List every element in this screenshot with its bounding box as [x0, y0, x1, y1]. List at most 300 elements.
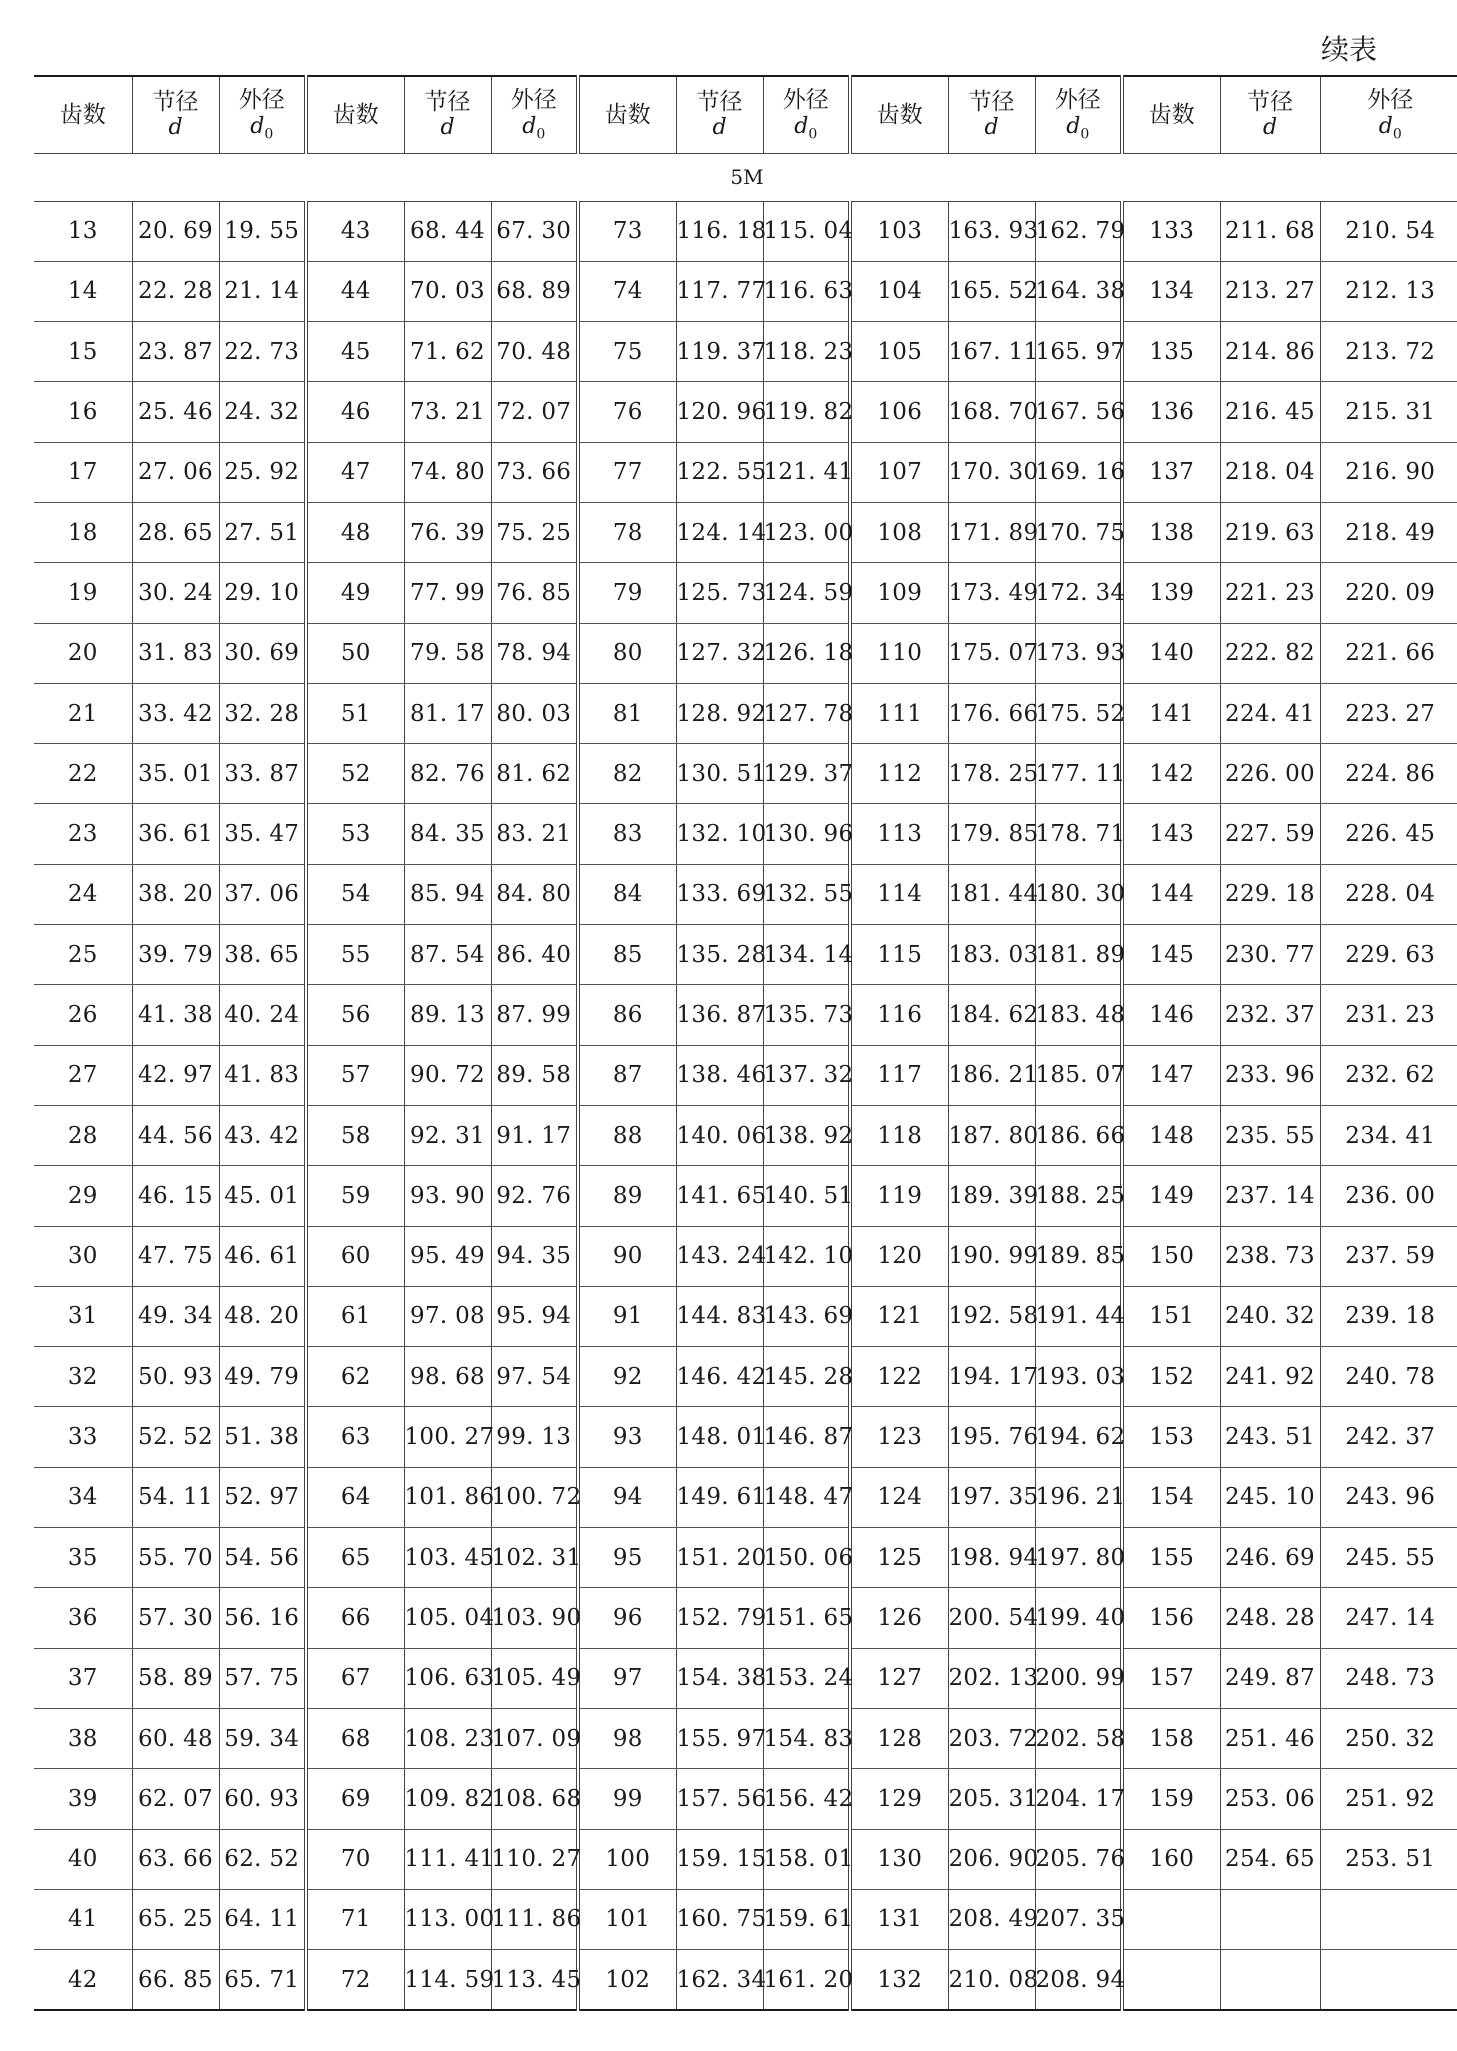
pitch-diameter-cell: 159. 15: [676, 1829, 763, 1889]
table-row: [34, 1648, 1457, 1708]
table-row: [34, 1829, 1457, 1889]
teeth-count-cell: 14: [34, 261, 132, 321]
outer-diameter-cell: 89. 58: [491, 1045, 578, 1105]
outer-diameter-cell: 185. 07: [1035, 1045, 1122, 1105]
outer-diameter-cell: 134. 14: [763, 925, 850, 985]
pitch-diameter-cell: 143. 24: [676, 1226, 763, 1286]
table-row: [34, 261, 1457, 321]
outer-diameter-label: 外径: [238, 87, 285, 114]
outer-diameter-cell: 41. 83: [219, 1045, 306, 1105]
teeth-count-cell: 132: [850, 1950, 948, 2010]
teeth-count-cell: 73: [578, 201, 676, 261]
outer-diameter-cell: 40. 24: [219, 985, 306, 1045]
outer-diameter-cell: 253. 51: [1320, 1829, 1457, 1889]
outer-diameter-cell: 81. 62: [491, 744, 578, 804]
teeth-count-cell: 121: [850, 1286, 948, 1346]
teeth-count-cell: 106: [850, 382, 948, 442]
teeth-count-cell: 75: [578, 322, 676, 382]
outer-diameter-cell: 240. 78: [1320, 1347, 1457, 1407]
pitch-diameter-cell: 237. 14: [1220, 1166, 1320, 1226]
pitch-diameter-header: [676, 76, 763, 153]
outer-diameter-header: [219, 76, 306, 153]
outer-diameter-subscript: 0: [264, 126, 274, 143]
outer-diameter-cell: 189. 85: [1035, 1226, 1122, 1286]
teeth-count-cell: 64: [306, 1467, 404, 1527]
outer-diameter-cell: 108. 68: [491, 1769, 578, 1829]
table-row: [34, 985, 1457, 1045]
teeth-count-cell: 13: [34, 201, 132, 261]
teeth-count-header: [1122, 76, 1220, 153]
pitch-diameter-cell: 175. 07: [948, 623, 1035, 683]
table-row: [34, 1889, 1457, 1949]
outer-diameter-cell: 130. 96: [763, 804, 850, 864]
outer-diameter-cell: 49. 79: [219, 1347, 306, 1407]
outer-diameter-cell: 21. 14: [219, 261, 306, 321]
teeth-count-cell: 110: [850, 623, 948, 683]
teeth-count-cell: 125: [850, 1528, 948, 1588]
outer-diameter-cell: 245. 55: [1320, 1528, 1457, 1588]
outer-diameter-cell: 107. 09: [491, 1708, 578, 1768]
outer-diameter-symbol: d: [250, 113, 265, 139]
pitch-diameter-cell: 76. 39: [404, 502, 491, 562]
outer-diameter-cell: 86. 40: [491, 925, 578, 985]
teeth-count-cell: 23: [34, 804, 132, 864]
pitch-diameter-cell: 120. 96: [676, 382, 763, 442]
outer-diameter-cell: 221. 66: [1320, 623, 1457, 683]
outer-diameter-cell: 132. 55: [763, 864, 850, 924]
pitch-diameter-cell: 49. 34: [132, 1286, 219, 1346]
table-row: [34, 1045, 1457, 1105]
outer-diameter-cell: 123. 00: [763, 502, 850, 562]
teeth-count-cell: 42: [34, 1950, 132, 2010]
pitch-diameter-cell: 39. 79: [132, 925, 219, 985]
outer-diameter-cell: 121. 41: [763, 442, 850, 502]
outer-diameter-cell: 115. 04: [763, 201, 850, 261]
outer-diameter-cell: 70. 48: [491, 322, 578, 382]
pitch-diameter-header: [1220, 76, 1320, 153]
table-row: [34, 925, 1457, 985]
teeth-count-cell: 122: [850, 1347, 948, 1407]
outer-diameter-cell: 232. 62: [1320, 1045, 1457, 1105]
pitch-diameter-cell: 31. 83: [132, 623, 219, 683]
outer-diameter-cell: 243. 96: [1320, 1467, 1457, 1527]
teeth-count-cell: 33: [34, 1407, 132, 1467]
outer-diameter-cell: 27. 51: [219, 502, 306, 562]
outer-diameter-cell: 30. 69: [219, 623, 306, 683]
teeth-count-cell: 40: [34, 1829, 132, 1889]
table-row: [34, 1769, 1457, 1829]
outer-diameter-cell: 91. 17: [491, 1105, 578, 1165]
teeth-count-cell: 61: [306, 1286, 404, 1346]
outer-diameter-cell: 124. 59: [763, 563, 850, 623]
belt-pulley-dimension-table: [34, 75, 1457, 2011]
outer-diameter-cell: 197. 80: [1035, 1528, 1122, 1588]
pitch-diameter-cell: 128. 92: [676, 683, 763, 743]
outer-diameter-cell: 52. 97: [219, 1467, 306, 1527]
outer-diameter-cell: 208. 94: [1035, 1950, 1122, 2010]
pitch-diameter-cell: 84. 35: [404, 804, 491, 864]
teeth-count-cell: [1122, 1889, 1220, 1949]
teeth-count-cell: 143: [1122, 804, 1220, 864]
pitch-diameter-symbol: d: [984, 115, 999, 141]
teeth-count-cell: 74: [578, 261, 676, 321]
teeth-count-cell: 19: [34, 563, 132, 623]
pitch-diameter-cell: 89. 13: [404, 985, 491, 1045]
pitch-diameter-cell: 52. 52: [132, 1407, 219, 1467]
outer-diameter-header: [491, 76, 578, 153]
pitch-diameter-header: [404, 76, 491, 153]
teeth-count-label: 齿数: [59, 101, 106, 128]
teeth-count-cell: 37: [34, 1648, 132, 1708]
outer-diameter-cell: 54. 56: [219, 1528, 306, 1588]
outer-diameter-cell: 207. 35: [1035, 1889, 1122, 1949]
teeth-count-cell: 59: [306, 1166, 404, 1226]
header-row: [34, 76, 1457, 153]
outer-diameter-cell: 67. 30: [491, 201, 578, 261]
teeth-count-cell: 149: [1122, 1166, 1220, 1226]
teeth-count-cell: 154: [1122, 1467, 1220, 1527]
pitch-diameter-cell: 54. 11: [132, 1467, 219, 1527]
pitch-diameter-cell: 73. 21: [404, 382, 491, 442]
outer-diameter-cell: [1320, 1950, 1457, 2010]
outer-diameter-cell: 226. 45: [1320, 804, 1457, 864]
teeth-count-cell: 27: [34, 1045, 132, 1105]
pitch-diameter-cell: 62. 07: [132, 1769, 219, 1829]
pitch-diameter-cell: 165. 52: [948, 261, 1035, 321]
pitch-diameter-cell: 105. 04: [404, 1588, 491, 1648]
teeth-count-cell: 34: [34, 1467, 132, 1527]
teeth-count-cell: 119: [850, 1166, 948, 1226]
teeth-count-cell: 80: [578, 623, 676, 683]
outer-diameter-cell: 135. 73: [763, 985, 850, 1045]
table-row: [34, 623, 1457, 683]
outer-diameter-cell: 202. 58: [1035, 1708, 1122, 1768]
outer-diameter-cell: [1320, 1889, 1457, 1949]
pitch-diameter-cell: 152. 79: [676, 1588, 763, 1648]
pitch-diameter-cell: 248. 28: [1220, 1588, 1320, 1648]
outer-diameter-cell: 72. 07: [491, 382, 578, 442]
pitch-diameter-cell: 190. 99: [948, 1226, 1035, 1286]
teeth-count-cell: 117: [850, 1045, 948, 1105]
teeth-count-cell: 26: [34, 985, 132, 1045]
pitch-diameter-cell: 36. 61: [132, 804, 219, 864]
pitch-diameter-symbol: d: [168, 115, 183, 141]
outer-diameter-cell: 251. 92: [1320, 1769, 1457, 1829]
outer-diameter-cell: 247. 14: [1320, 1588, 1457, 1648]
pitch-diameter-cell: 203. 72: [948, 1708, 1035, 1768]
table-row: [34, 1226, 1457, 1286]
outer-diameter-cell: 62. 52: [219, 1829, 306, 1889]
teeth-count-cell: 159: [1122, 1769, 1220, 1829]
outer-diameter-cell: 169. 16: [1035, 442, 1122, 502]
teeth-count-cell: 139: [1122, 563, 1220, 623]
outer-diameter-cell: 56. 16: [219, 1588, 306, 1648]
outer-diameter-cell: 51. 38: [219, 1407, 306, 1467]
outer-diameter-cell: 38. 65: [219, 925, 306, 985]
teeth-count-cell: 66: [306, 1588, 404, 1648]
table-row: [34, 322, 1457, 382]
pitch-diameter-cell: [1220, 1950, 1320, 2010]
outer-diameter-cell: 228. 04: [1320, 864, 1457, 924]
teeth-count-cell: 120: [850, 1226, 948, 1286]
teeth-count-cell: 86: [578, 985, 676, 1045]
pitch-diameter-cell: 229. 18: [1220, 864, 1320, 924]
teeth-count-cell: 79: [578, 563, 676, 623]
outer-diameter-cell: 153. 24: [763, 1648, 850, 1708]
outer-diameter-cell: 239. 18: [1320, 1286, 1457, 1346]
outer-diameter-cell: 218. 49: [1320, 502, 1457, 562]
teeth-count-cell: 130: [850, 1829, 948, 1889]
pitch-diameter-cell: 208. 49: [948, 1889, 1035, 1949]
outer-diameter-header: [1035, 76, 1122, 153]
teeth-count-cell: 16: [34, 382, 132, 442]
outer-diameter-cell: 116. 63: [763, 261, 850, 321]
pitch-diameter-cell: 71. 62: [404, 322, 491, 382]
teeth-count-cell: 17: [34, 442, 132, 502]
table-row: [34, 683, 1457, 743]
outer-diameter-cell: 103. 90: [491, 1588, 578, 1648]
outer-diameter-cell: 151. 65: [763, 1588, 850, 1648]
outer-diameter-cell: 150. 06: [763, 1528, 850, 1588]
pitch-diameter-cell: 179. 85: [948, 804, 1035, 864]
outer-diameter-cell: 59. 34: [219, 1708, 306, 1768]
pitch-diameter-cell: 38. 20: [132, 864, 219, 924]
teeth-count-cell: 28: [34, 1105, 132, 1165]
teeth-count-cell: 78: [578, 502, 676, 562]
outer-diameter-cell: 188. 25: [1035, 1166, 1122, 1226]
teeth-count-cell: 95: [578, 1528, 676, 1588]
teeth-count-cell: 136: [1122, 382, 1220, 442]
pitch-diameter-cell: 254. 65: [1220, 1829, 1320, 1889]
outer-diameter-cell: 237. 59: [1320, 1226, 1457, 1286]
pitch-diameter-cell: 127. 32: [676, 623, 763, 683]
outer-diameter-cell: 170. 75: [1035, 502, 1122, 562]
teeth-count-cell: 150: [1122, 1226, 1220, 1286]
outer-diameter-cell: 180. 30: [1035, 864, 1122, 924]
section-label: 5M: [34, 153, 1457, 201]
outer-diameter-cell: 33. 87: [219, 744, 306, 804]
teeth-count-cell: 58: [306, 1105, 404, 1165]
pitch-diameter-cell: 103. 45: [404, 1528, 491, 1588]
pitch-diameter-cell: 55. 70: [132, 1528, 219, 1588]
pitch-diameter-cell: 141. 65: [676, 1166, 763, 1226]
teeth-count-header: [34, 76, 132, 153]
pitch-diameter-cell: 197. 35: [948, 1467, 1035, 1527]
teeth-count-cell: 157: [1122, 1648, 1220, 1708]
pitch-diameter-header: [132, 76, 219, 153]
teeth-count-cell: 124: [850, 1467, 948, 1527]
pitch-diameter-cell: 130. 51: [676, 744, 763, 804]
pitch-diameter-cell: 151. 20: [676, 1528, 763, 1588]
teeth-count-cell: 38: [34, 1708, 132, 1768]
pitch-diameter-cell: 230. 77: [1220, 925, 1320, 985]
pitch-diameter-cell: 41. 38: [132, 985, 219, 1045]
outer-diameter-cell: 29. 10: [219, 563, 306, 623]
teeth-count-cell: 142: [1122, 744, 1220, 804]
teeth-count-label: 齿数: [332, 101, 379, 128]
teeth-count-cell: 102: [578, 1950, 676, 2010]
pitch-diameter-header: [948, 76, 1035, 153]
pitch-diameter-cell: 168. 70: [948, 382, 1035, 442]
pitch-diameter-cell: 167. 11: [948, 322, 1035, 382]
outer-diameter-cell: 83. 21: [491, 804, 578, 864]
outer-diameter-cell: 161. 20: [763, 1950, 850, 2010]
pitch-diameter-cell: 125. 73: [676, 563, 763, 623]
teeth-count-cell: 88: [578, 1105, 676, 1165]
teeth-count-cell: 41: [34, 1889, 132, 1949]
teeth-count-header: [306, 76, 404, 153]
pitch-diameter-cell: 176. 66: [948, 683, 1035, 743]
table-row: [34, 382, 1457, 442]
teeth-count-cell: 147: [1122, 1045, 1220, 1105]
pitch-diameter-cell: 23. 87: [132, 322, 219, 382]
teeth-count-cell: 47: [306, 442, 404, 502]
outer-diameter-cell: 19. 55: [219, 201, 306, 261]
outer-diameter-subscript: 0: [1080, 126, 1090, 143]
teeth-count-cell: 141: [1122, 683, 1220, 743]
pitch-diameter-cell: 82. 76: [404, 744, 491, 804]
pitch-diameter-cell: 60. 48: [132, 1708, 219, 1768]
teeth-count-cell: 52: [306, 744, 404, 804]
pitch-diameter-cell: 90. 72: [404, 1045, 491, 1105]
pitch-diameter-cell: 210. 08: [948, 1950, 1035, 2010]
pitch-diameter-cell: 81. 17: [404, 683, 491, 743]
teeth-count-cell: 160: [1122, 1829, 1220, 1889]
pitch-diameter-label: 节径: [152, 88, 199, 115]
outer-diameter-cell: 140. 51: [763, 1166, 850, 1226]
pitch-diameter-cell: 22. 28: [132, 261, 219, 321]
pitch-diameter-cell: 194. 17: [948, 1347, 1035, 1407]
pitch-diameter-cell: 109. 82: [404, 1769, 491, 1829]
teeth-count-cell: 35: [34, 1528, 132, 1588]
pitch-diameter-cell: 232. 37: [1220, 985, 1320, 1045]
pitch-diameter-cell: 221. 23: [1220, 563, 1320, 623]
teeth-count-cell: 137: [1122, 442, 1220, 502]
pitch-diameter-cell: 249. 87: [1220, 1648, 1320, 1708]
table-row: [34, 1708, 1457, 1768]
pitch-diameter-label: 节径: [696, 88, 743, 115]
outer-diameter-cell: 231. 23: [1320, 985, 1457, 1045]
pitch-diameter-cell: [1220, 1889, 1320, 1949]
teeth-count-cell: 134: [1122, 261, 1220, 321]
outer-diameter-cell: 186. 66: [1035, 1105, 1122, 1165]
outer-diameter-subscript: 0: [536, 126, 546, 143]
teeth-count-cell: 43: [306, 201, 404, 261]
teeth-count-cell: 71: [306, 1889, 404, 1949]
teeth-count-cell: 85: [578, 925, 676, 985]
teeth-count-cell: 68: [306, 1708, 404, 1768]
teeth-count-cell: 91: [578, 1286, 676, 1346]
teeth-count-cell: 108: [850, 502, 948, 562]
teeth-count-cell: 55: [306, 925, 404, 985]
pitch-diameter-cell: 251. 46: [1220, 1708, 1320, 1768]
table-row: [34, 804, 1457, 864]
outer-diameter-cell: 92. 76: [491, 1166, 578, 1226]
teeth-count-cell: 145: [1122, 925, 1220, 985]
pitch-diameter-cell: 226. 00: [1220, 744, 1320, 804]
pitch-diameter-cell: 163. 93: [948, 201, 1035, 261]
outer-diameter-cell: 32. 28: [219, 683, 306, 743]
outer-diameter-cell: 22. 73: [219, 322, 306, 382]
outer-diameter-cell: 173. 93: [1035, 623, 1122, 683]
outer-diameter-cell: 224. 86: [1320, 744, 1457, 804]
continued-table-caption: 续表: [1320, 33, 1377, 66]
pitch-diameter-cell: 35. 01: [132, 744, 219, 804]
pitch-diameter-cell: 98. 68: [404, 1347, 491, 1407]
pitch-diameter-cell: 100. 27: [404, 1407, 491, 1467]
outer-diameter-label: 外径: [1367, 87, 1414, 114]
outer-diameter-cell: 87. 99: [491, 985, 578, 1045]
teeth-count-cell: 115: [850, 925, 948, 985]
teeth-count-cell: 70: [306, 1829, 404, 1889]
table-row: [34, 1950, 1457, 2010]
pitch-diameter-cell: 57. 30: [132, 1588, 219, 1648]
section-row: [34, 153, 1457, 201]
table-row: [34, 1286, 1457, 1346]
outer-diameter-cell: 138. 92: [763, 1105, 850, 1165]
pitch-diameter-cell: 47. 75: [132, 1226, 219, 1286]
teeth-count-cell: 15: [34, 322, 132, 382]
outer-diameter-cell: 143. 69: [763, 1286, 850, 1346]
outer-diameter-cell: 213. 72: [1320, 322, 1457, 382]
teeth-count-cell: 48: [306, 502, 404, 562]
outer-diameter-cell: 156. 42: [763, 1769, 850, 1829]
outer-diameter-cell: 65. 71: [219, 1950, 306, 2010]
teeth-count-cell: 155: [1122, 1528, 1220, 1588]
teeth-count-cell: 140: [1122, 623, 1220, 683]
outer-diameter-cell: 35. 47: [219, 804, 306, 864]
teeth-count-cell: 67: [306, 1648, 404, 1708]
outer-diameter-cell: 95. 94: [491, 1286, 578, 1346]
teeth-count-cell: 118: [850, 1105, 948, 1165]
teeth-count-cell: 94: [578, 1467, 676, 1527]
outer-diameter-cell: 48. 20: [219, 1286, 306, 1346]
teeth-count-cell: 56: [306, 985, 404, 1045]
pitch-diameter-cell: 214. 86: [1220, 322, 1320, 382]
teeth-count-cell: 30: [34, 1226, 132, 1286]
pitch-diameter-cell: 25. 46: [132, 382, 219, 442]
outer-diameter-cell: 248. 73: [1320, 1648, 1457, 1708]
outer-diameter-cell: 127. 78: [763, 683, 850, 743]
outer-diameter-cell: 145. 28: [763, 1347, 850, 1407]
pitch-diameter-cell: 87. 54: [404, 925, 491, 985]
outer-diameter-cell: 78. 94: [491, 623, 578, 683]
outer-diameter-cell: 200. 99: [1035, 1648, 1122, 1708]
pitch-diameter-cell: 241. 92: [1220, 1347, 1320, 1407]
outer-diameter-cell: 165. 97: [1035, 322, 1122, 382]
outer-diameter-label: 外径: [1054, 87, 1101, 114]
outer-diameter-cell: 158. 01: [763, 1829, 850, 1889]
outer-diameter-cell: 204. 17: [1035, 1769, 1122, 1829]
table-row: [34, 201, 1457, 261]
pitch-diameter-cell: 206. 90: [948, 1829, 1035, 1889]
teeth-count-cell: 44: [306, 261, 404, 321]
outer-diameter-cell: 223. 27: [1320, 683, 1457, 743]
teeth-count-cell: 51: [306, 683, 404, 743]
pitch-diameter-cell: 33. 42: [132, 683, 219, 743]
pitch-diameter-cell: 227. 59: [1220, 804, 1320, 864]
pitch-diameter-cell: 79. 58: [404, 623, 491, 683]
teeth-count-cell: 62: [306, 1347, 404, 1407]
outer-diameter-cell: 118. 23: [763, 322, 850, 382]
pitch-diameter-cell: 138. 46: [676, 1045, 763, 1105]
pitch-diameter-cell: 189. 39: [948, 1166, 1035, 1226]
teeth-count-cell: 60: [306, 1226, 404, 1286]
pitch-diameter-cell: 113. 00: [404, 1889, 491, 1949]
pitch-diameter-cell: 77. 99: [404, 563, 491, 623]
outer-diameter-cell: 216. 90: [1320, 442, 1457, 502]
outer-diameter-header: [1320, 76, 1457, 153]
